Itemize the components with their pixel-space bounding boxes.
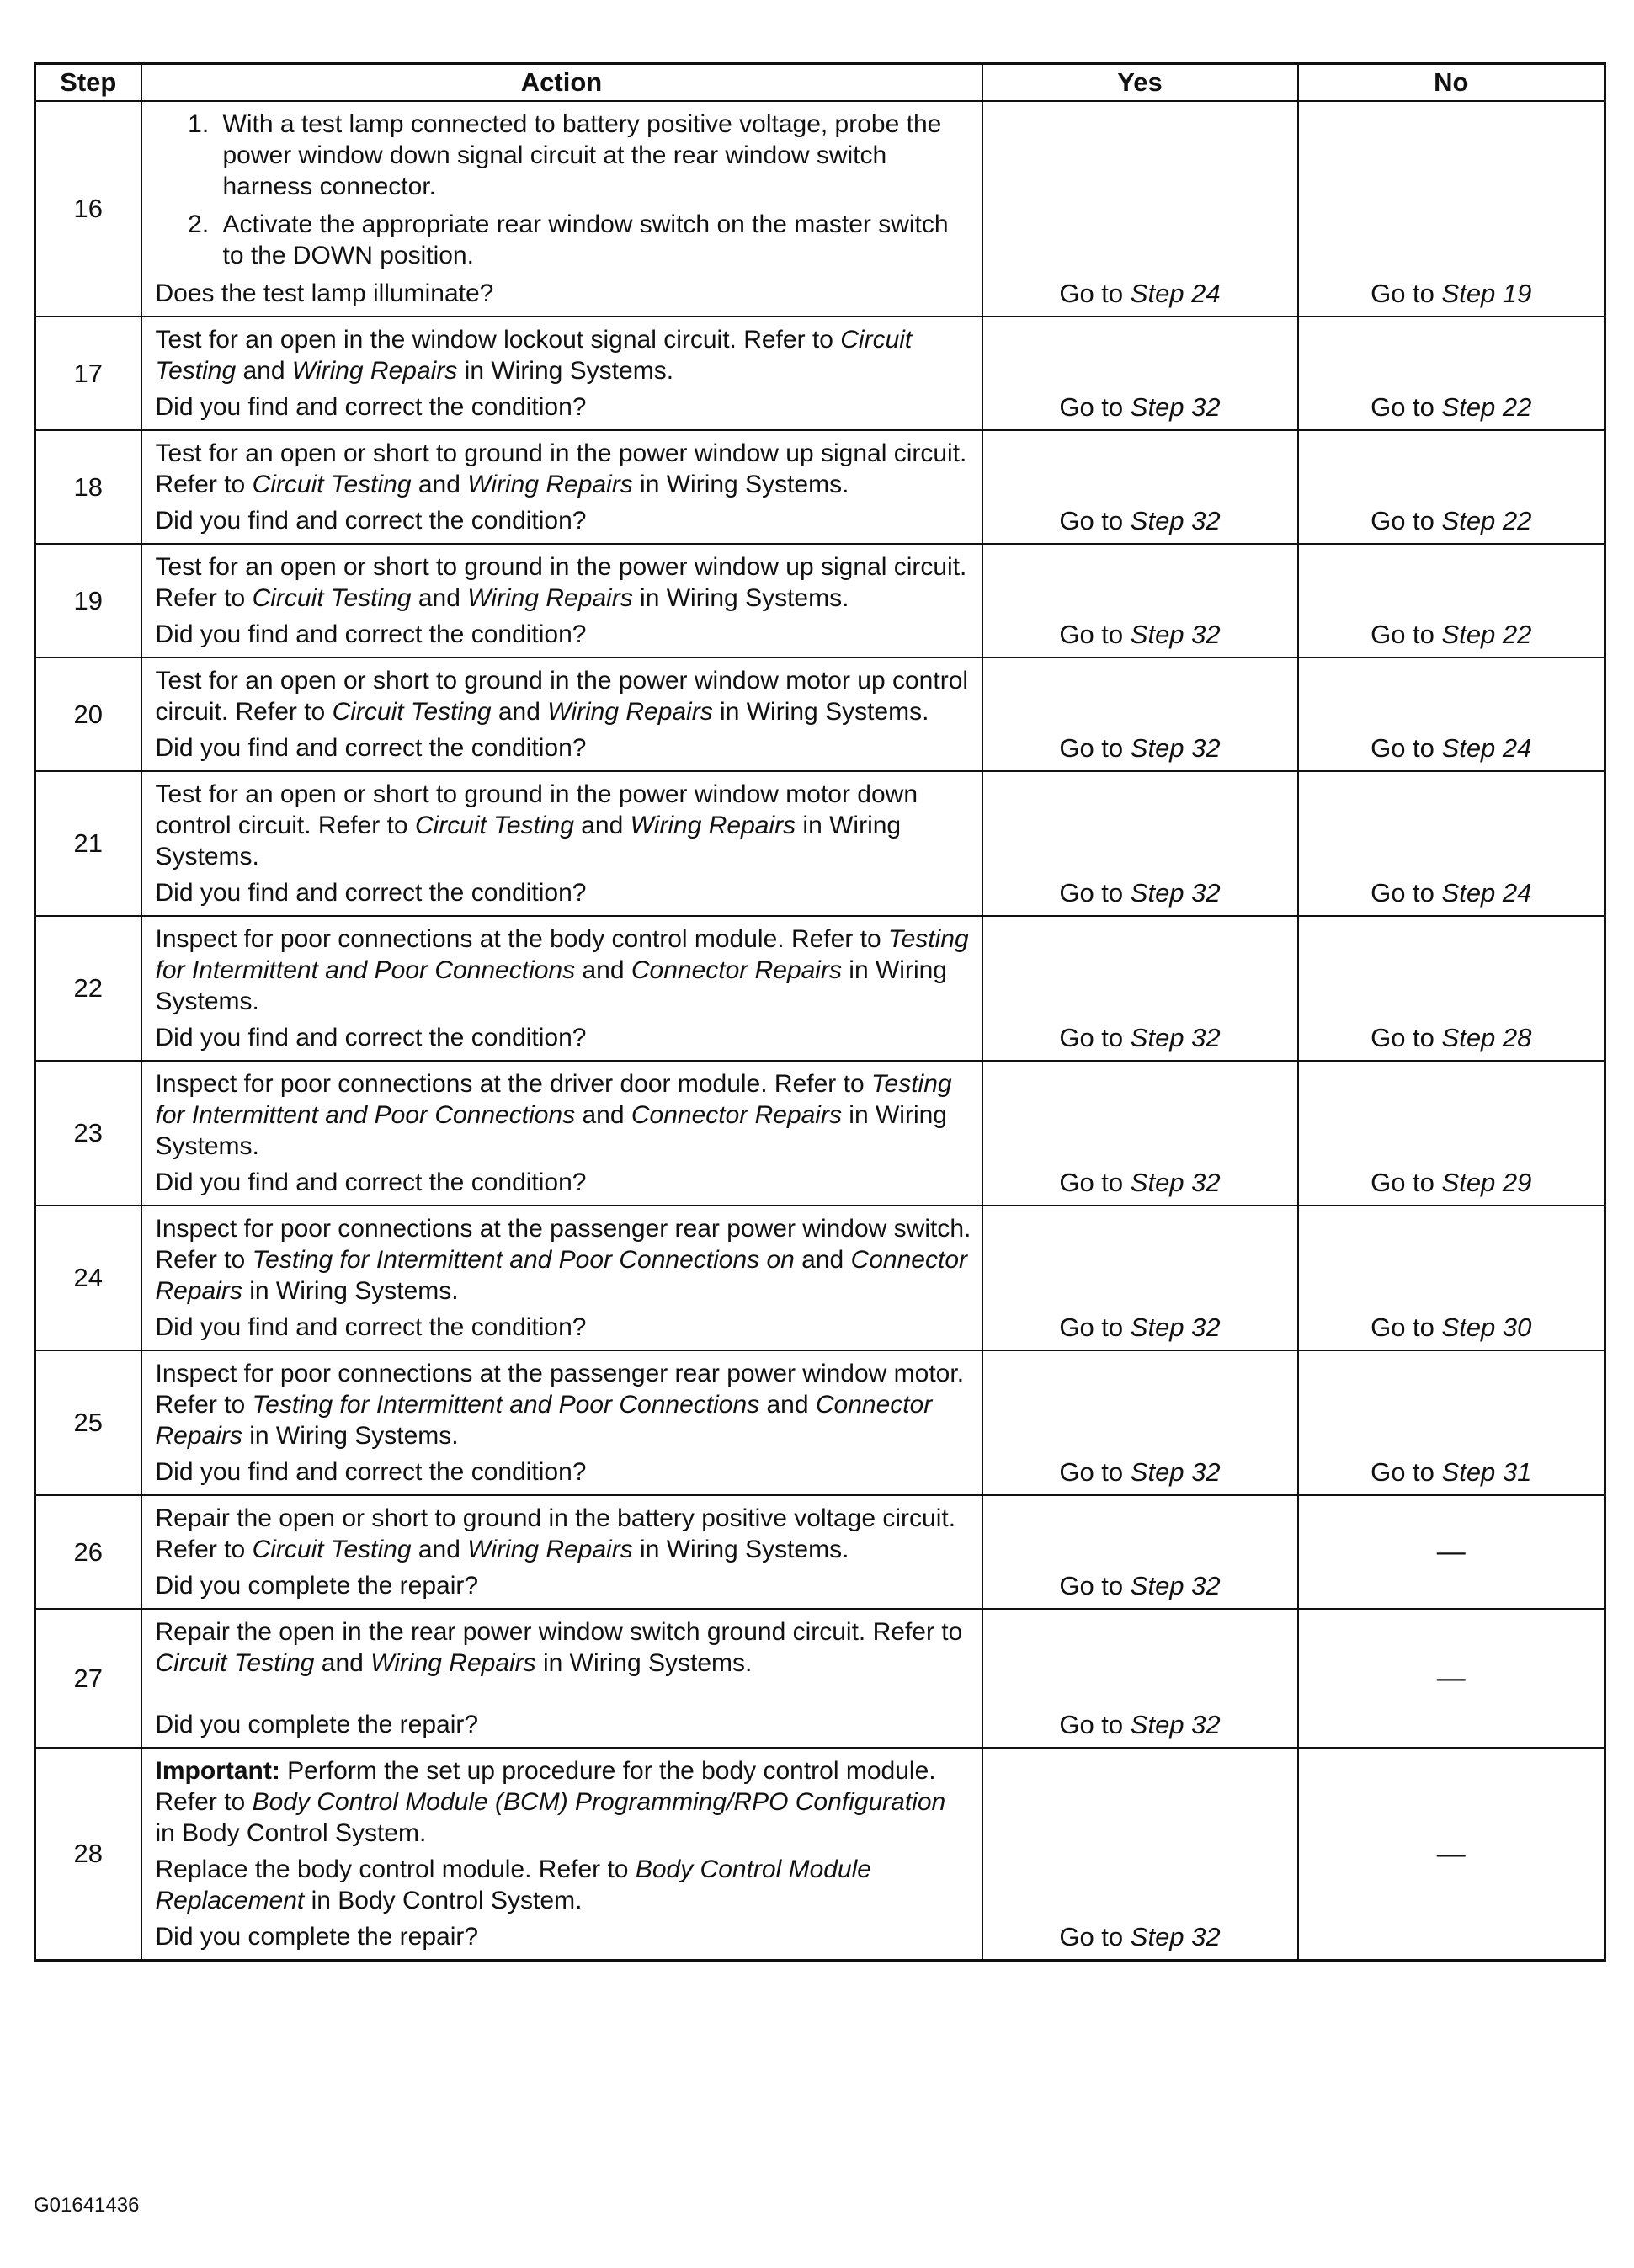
action-text: in Wiring Systems. <box>242 1277 459 1305</box>
reference-link-text: Connector Repairs <box>631 1101 842 1129</box>
reference-link-text: Wiring Repairs <box>547 698 713 726</box>
action-cell <box>141 658 982 771</box>
action-cell <box>141 771 982 916</box>
action-question: Did you find and correct the condition? <box>155 1313 587 1341</box>
reference-link-text: Wiring Repairs <box>467 1536 633 1563</box>
table-row <box>35 317 1605 430</box>
no-result <box>1298 430 1605 544</box>
action-paragraph <box>156 324 971 386</box>
reference-link-text: Wiring Repairs <box>291 357 458 385</box>
header-yes: Yes <box>982 64 1298 102</box>
reference-link-text: Connector Repairs <box>631 956 842 984</box>
action-text: and <box>575 1101 631 1129</box>
go-to-label: Go to <box>1059 1571 1124 1600</box>
important-label: Important: <box>155 1757 280 1785</box>
yes-step-link: Step 24 <box>1130 279 1221 308</box>
yes-result <box>982 1061 1298 1206</box>
yes-result <box>982 1206 1298 1350</box>
no-result <box>1298 101 1605 317</box>
action-paragraph <box>156 551 971 614</box>
reference-link-text: Circuit Testing <box>252 584 412 612</box>
table-row <box>35 658 1605 771</box>
yes-step-link: Step 32 <box>1130 1922 1221 1951</box>
action-text: in Wiring Systems. <box>155 812 902 870</box>
no-result <box>1298 1609 1605 1748</box>
action-text: in Wiring Systems. <box>632 584 849 612</box>
reference-link-text: Circuit Testing <box>252 1536 412 1563</box>
no-result <box>1298 544 1605 658</box>
action-cell <box>141 1206 982 1350</box>
header-action: Action <box>141 64 982 102</box>
step-number: 16 <box>35 101 141 317</box>
action-text: and <box>314 1649 371 1677</box>
go-to-label: Go to <box>1059 878 1124 908</box>
action-text: Repair the open or short to ground in the battery positive voltage circuit. Refer to <box>155 1504 956 1563</box>
action-cell <box>141 544 982 658</box>
step-number: 25 <box>35 1350 141 1495</box>
reference-link-text: Circuit Testing <box>155 1649 315 1677</box>
table-row <box>35 1206 1605 1350</box>
action-cell <box>141 101 982 317</box>
yes-result <box>982 916 1298 1061</box>
no-step-link: Step 24 <box>1441 878 1532 908</box>
action-question: Did you complete the repair? <box>155 1923 479 1951</box>
step-number: 23 <box>35 1061 141 1206</box>
go-to-label: Go to <box>1371 506 1434 535</box>
action-cell <box>141 430 982 544</box>
table-row <box>35 101 1605 317</box>
action-question: Did you find and correct the condition? <box>155 620 587 648</box>
yes-result <box>982 430 1298 544</box>
action-text: in Body Control System. <box>155 1819 427 1847</box>
yes-result <box>982 1495 1298 1609</box>
action-paragraph <box>156 1068 971 1162</box>
reference-link-text: Testing for Intermittent and Poor Connections <box>155 925 969 984</box>
go-to-label: Go to <box>1059 1312 1124 1342</box>
reference-link-text: Body Control Module (BCM) Programming/RPO Configuration <box>252 1788 946 1816</box>
header-no: No <box>1298 64 1605 102</box>
yes-step-link: Step 32 <box>1130 1457 1221 1487</box>
yes-step-link: Step 32 <box>1130 733 1221 763</box>
action-text: Perform the set up procedure for the body control module. Refer to <box>155 1757 936 1816</box>
action-question: Did you find and correct the condition? <box>155 393 587 421</box>
action-text: in Wiring Systems. <box>155 956 947 1015</box>
yes-step-link: Step 32 <box>1130 620 1221 649</box>
action-paragraph <box>156 924 971 1017</box>
go-to-label: Go to <box>1371 392 1434 422</box>
no-result <box>1298 1495 1605 1609</box>
step-number: 26 <box>35 1495 141 1609</box>
yes-result <box>982 317 1298 430</box>
yes-result <box>982 544 1298 658</box>
go-to-label: Go to <box>1371 878 1434 908</box>
reference-link-text: Testing for Intermittent and Poor Connections <box>155 1070 952 1129</box>
action-text: and <box>794 1246 851 1274</box>
go-to-label: Go to <box>1059 506 1124 535</box>
action-text: Test for an open or short to ground in the power window motor up control circuit. Refer to <box>155 667 969 726</box>
action-steps-list <box>156 109 971 271</box>
no-step-link: Step 19 <box>1441 279 1532 308</box>
action-text: Test for an open or short to ground in the power window up signal circuit. Refer to <box>155 439 967 498</box>
action-question: Did you find and correct the condition? <box>155 734 587 762</box>
action-text: With a test lamp connected to battery positive voltage, probe the power window down signal circuit at the rear window switch harness connector. <box>222 110 942 200</box>
action-text: in Wiring Systems. <box>712 698 929 726</box>
step-number: 27 <box>35 1609 141 1748</box>
go-to-label: Go to <box>1371 1168 1434 1197</box>
yes-step-link: Step 32 <box>1130 1312 1221 1342</box>
action-text: and <box>491 698 548 726</box>
step-number: 22 <box>35 916 141 1061</box>
no-step-link: Step 30 <box>1441 1312 1532 1342</box>
yes-result <box>982 1748 1298 1961</box>
go-to-label: Go to <box>1059 279 1124 308</box>
yes-result <box>982 658 1298 771</box>
no-step-link: Step 31 <box>1441 1457 1532 1487</box>
header-row <box>35 64 1605 102</box>
reference-link-text: Wiring Repairs <box>370 1649 536 1677</box>
yes-result <box>982 1609 1298 1748</box>
action-text: Test for an open or short to ground in the power window up signal circuit. Refer to <box>155 553 967 612</box>
action-cell <box>141 317 982 430</box>
reference-link-text: Testing for Intermittent and Poor Connections <box>252 1391 760 1419</box>
dash-mark: — <box>1436 1837 1466 1870</box>
action-cell <box>141 1061 982 1206</box>
reference-link-text: Circuit Testing <box>332 698 492 726</box>
action-text: and <box>759 1391 816 1419</box>
reference-link-text: Connector Repairs <box>155 1391 933 1450</box>
reference-link-text: Wiring Repairs <box>630 812 796 839</box>
action-text: Inspect for poor connections at the passenger rear power window switch. Refer to <box>155 1215 971 1274</box>
action-step-item <box>216 209 971 271</box>
no-step-link: Step 28 <box>1441 1023 1532 1052</box>
no-result <box>1298 1061 1605 1206</box>
yes-result <box>982 101 1298 317</box>
table-row <box>35 916 1605 1061</box>
action-question: Did you find and correct the condition? <box>155 507 587 535</box>
action-paragraph <box>156 1755 971 1849</box>
action-paragraph <box>156 1213 971 1307</box>
action-paragraph <box>156 1503 971 1565</box>
header-step: Step <box>35 64 141 102</box>
action-text: in Wiring Systems. <box>457 357 674 385</box>
go-to-label: Go to <box>1059 1168 1124 1197</box>
step-number: 24 <box>35 1206 141 1350</box>
reference-link-text: Wiring Repairs <box>467 471 633 498</box>
yes-step-link: Step 32 <box>1130 1023 1221 1052</box>
action-text: Replace the body control module. Refer to <box>155 1855 636 1883</box>
action-question: Did you find and correct the condition? <box>155 1169 587 1196</box>
action-cell <box>141 1748 982 1961</box>
action-cell <box>141 1609 982 1748</box>
table-body <box>35 101 1605 1961</box>
no-result <box>1298 916 1605 1061</box>
action-text: and <box>411 584 468 612</box>
action-question: Did you find and correct the condition? <box>155 1458 587 1486</box>
step-number: 21 <box>35 771 141 916</box>
go-to-label: Go to <box>1059 1922 1124 1951</box>
action-question: Did you find and correct the condition? <box>155 879 587 907</box>
action-text: and <box>575 956 631 984</box>
go-to-label: Go to <box>1371 1312 1434 1342</box>
no-result <box>1298 317 1605 430</box>
step-number: 20 <box>35 658 141 771</box>
yes-result <box>982 771 1298 916</box>
dash-mark: — <box>1436 1662 1466 1694</box>
action-question: Did you find and correct the condition? <box>155 1024 587 1051</box>
go-to-label: Go to <box>1371 279 1434 308</box>
table-row <box>35 1350 1605 1495</box>
reference-link-text: Testing for Intermittent and Poor Connections on <box>252 1246 795 1274</box>
action-text: Test for an open or short to ground in the power window motor down control circuit. Refer to <box>155 780 918 839</box>
no-result <box>1298 1206 1605 1350</box>
table-row <box>35 1061 1605 1206</box>
action-text: Inspect for poor connections at the driver door module. Refer to <box>155 1070 871 1098</box>
yes-step-link: Step 32 <box>1130 1168 1221 1197</box>
reference-link-text: Circuit Testing <box>252 471 412 498</box>
action-text: Repair the open in the rear power window switch ground circuit. Refer to <box>155 1618 963 1646</box>
yes-step-link: Step 32 <box>1130 1710 1221 1739</box>
no-result <box>1298 1748 1605 1961</box>
action-text: Test for an open in the window lockout signal circuit. Refer to <box>155 326 841 354</box>
action-cell <box>141 1350 982 1495</box>
go-to-label: Go to <box>1059 733 1124 763</box>
action-step-item <box>216 109 971 202</box>
dash-mark: — <box>1436 1536 1466 1568</box>
table-row <box>35 1609 1605 1748</box>
action-paragraph <box>156 1358 971 1451</box>
action-text: in Wiring Systems. <box>155 1101 947 1160</box>
action-text: and <box>573 812 631 839</box>
action-text: in Wiring Systems. <box>632 1536 849 1563</box>
action-text: Inspect for poor connections at the passenger rear power window motor. Refer to <box>155 1360 965 1419</box>
no-step-link: Step 22 <box>1441 392 1532 422</box>
action-cell <box>141 1495 982 1609</box>
action-paragraph <box>156 438 971 500</box>
table-row <box>35 1495 1605 1609</box>
action-paragraph <box>156 1854 971 1916</box>
no-result <box>1298 771 1605 916</box>
reference-link-text: Wiring Repairs <box>467 584 633 612</box>
yes-step-link: Step 32 <box>1130 878 1221 908</box>
step-number: 17 <box>35 317 141 430</box>
action-text: Activate the appropriate rear window switch on the master switch to the DOWN position. <box>222 210 949 269</box>
action-question: Did you complete the repair? <box>155 1572 479 1600</box>
table-row <box>35 430 1605 544</box>
yes-step-link: Step 32 <box>1130 506 1221 535</box>
no-result <box>1298 658 1605 771</box>
reference-link-text: Body Control Module Replacement <box>155 1855 871 1914</box>
go-to-label: Go to <box>1371 733 1434 763</box>
go-to-label: Go to <box>1059 620 1124 649</box>
go-to-label: Go to <box>1059 1457 1124 1487</box>
action-question: Did you complete the repair? <box>155 1711 479 1738</box>
go-to-label: Go to <box>1059 1023 1124 1052</box>
action-text: and <box>411 1536 468 1563</box>
yes-result <box>982 1350 1298 1495</box>
action-text: in Body Control System. <box>304 1887 583 1914</box>
action-text: Inspect for poor connections at the body control module. Refer to <box>155 925 888 953</box>
action-cell <box>141 916 982 1061</box>
reference-link-text: Connector Repairs <box>155 1246 967 1305</box>
no-step-link: Step 24 <box>1441 733 1532 763</box>
step-number: 18 <box>35 430 141 544</box>
diagnostic-table <box>34 62 1606 1962</box>
action-text: and <box>411 471 468 498</box>
go-to-label: Go to <box>1059 1710 1124 1739</box>
action-paragraph <box>156 1616 971 1679</box>
reference-link-text: Circuit Testing <box>155 326 913 385</box>
table-row <box>35 1748 1605 1961</box>
action-text: and <box>236 357 292 385</box>
step-number: 28 <box>35 1748 141 1961</box>
go-to-label: Go to <box>1371 620 1434 649</box>
reference-link-text: Circuit Testing <box>414 812 574 839</box>
no-step-link: Step 22 <box>1441 620 1532 649</box>
table-row <box>35 544 1605 658</box>
table-row <box>35 771 1605 916</box>
go-to-label: Go to <box>1059 392 1124 422</box>
yes-step-link: Step 32 <box>1130 1571 1221 1600</box>
no-result <box>1298 1350 1605 1495</box>
action-paragraph <box>156 779 971 872</box>
go-to-label: Go to <box>1371 1457 1434 1487</box>
action-text: in Wiring Systems. <box>242 1422 459 1450</box>
no-step-link: Step 22 <box>1441 506 1532 535</box>
action-question: Does the test lamp illuminate? <box>155 280 494 307</box>
figure-code: G01641436 <box>34 2194 140 2217</box>
action-text: in Wiring Systems. <box>535 1649 753 1677</box>
action-paragraph <box>156 665 971 727</box>
no-step-link: Step 29 <box>1441 1168 1532 1197</box>
action-text: in Wiring Systems. <box>632 471 849 498</box>
go-to-label: Go to <box>1371 1023 1434 1052</box>
step-number: 19 <box>35 544 141 658</box>
yes-step-link: Step 32 <box>1130 392 1221 422</box>
